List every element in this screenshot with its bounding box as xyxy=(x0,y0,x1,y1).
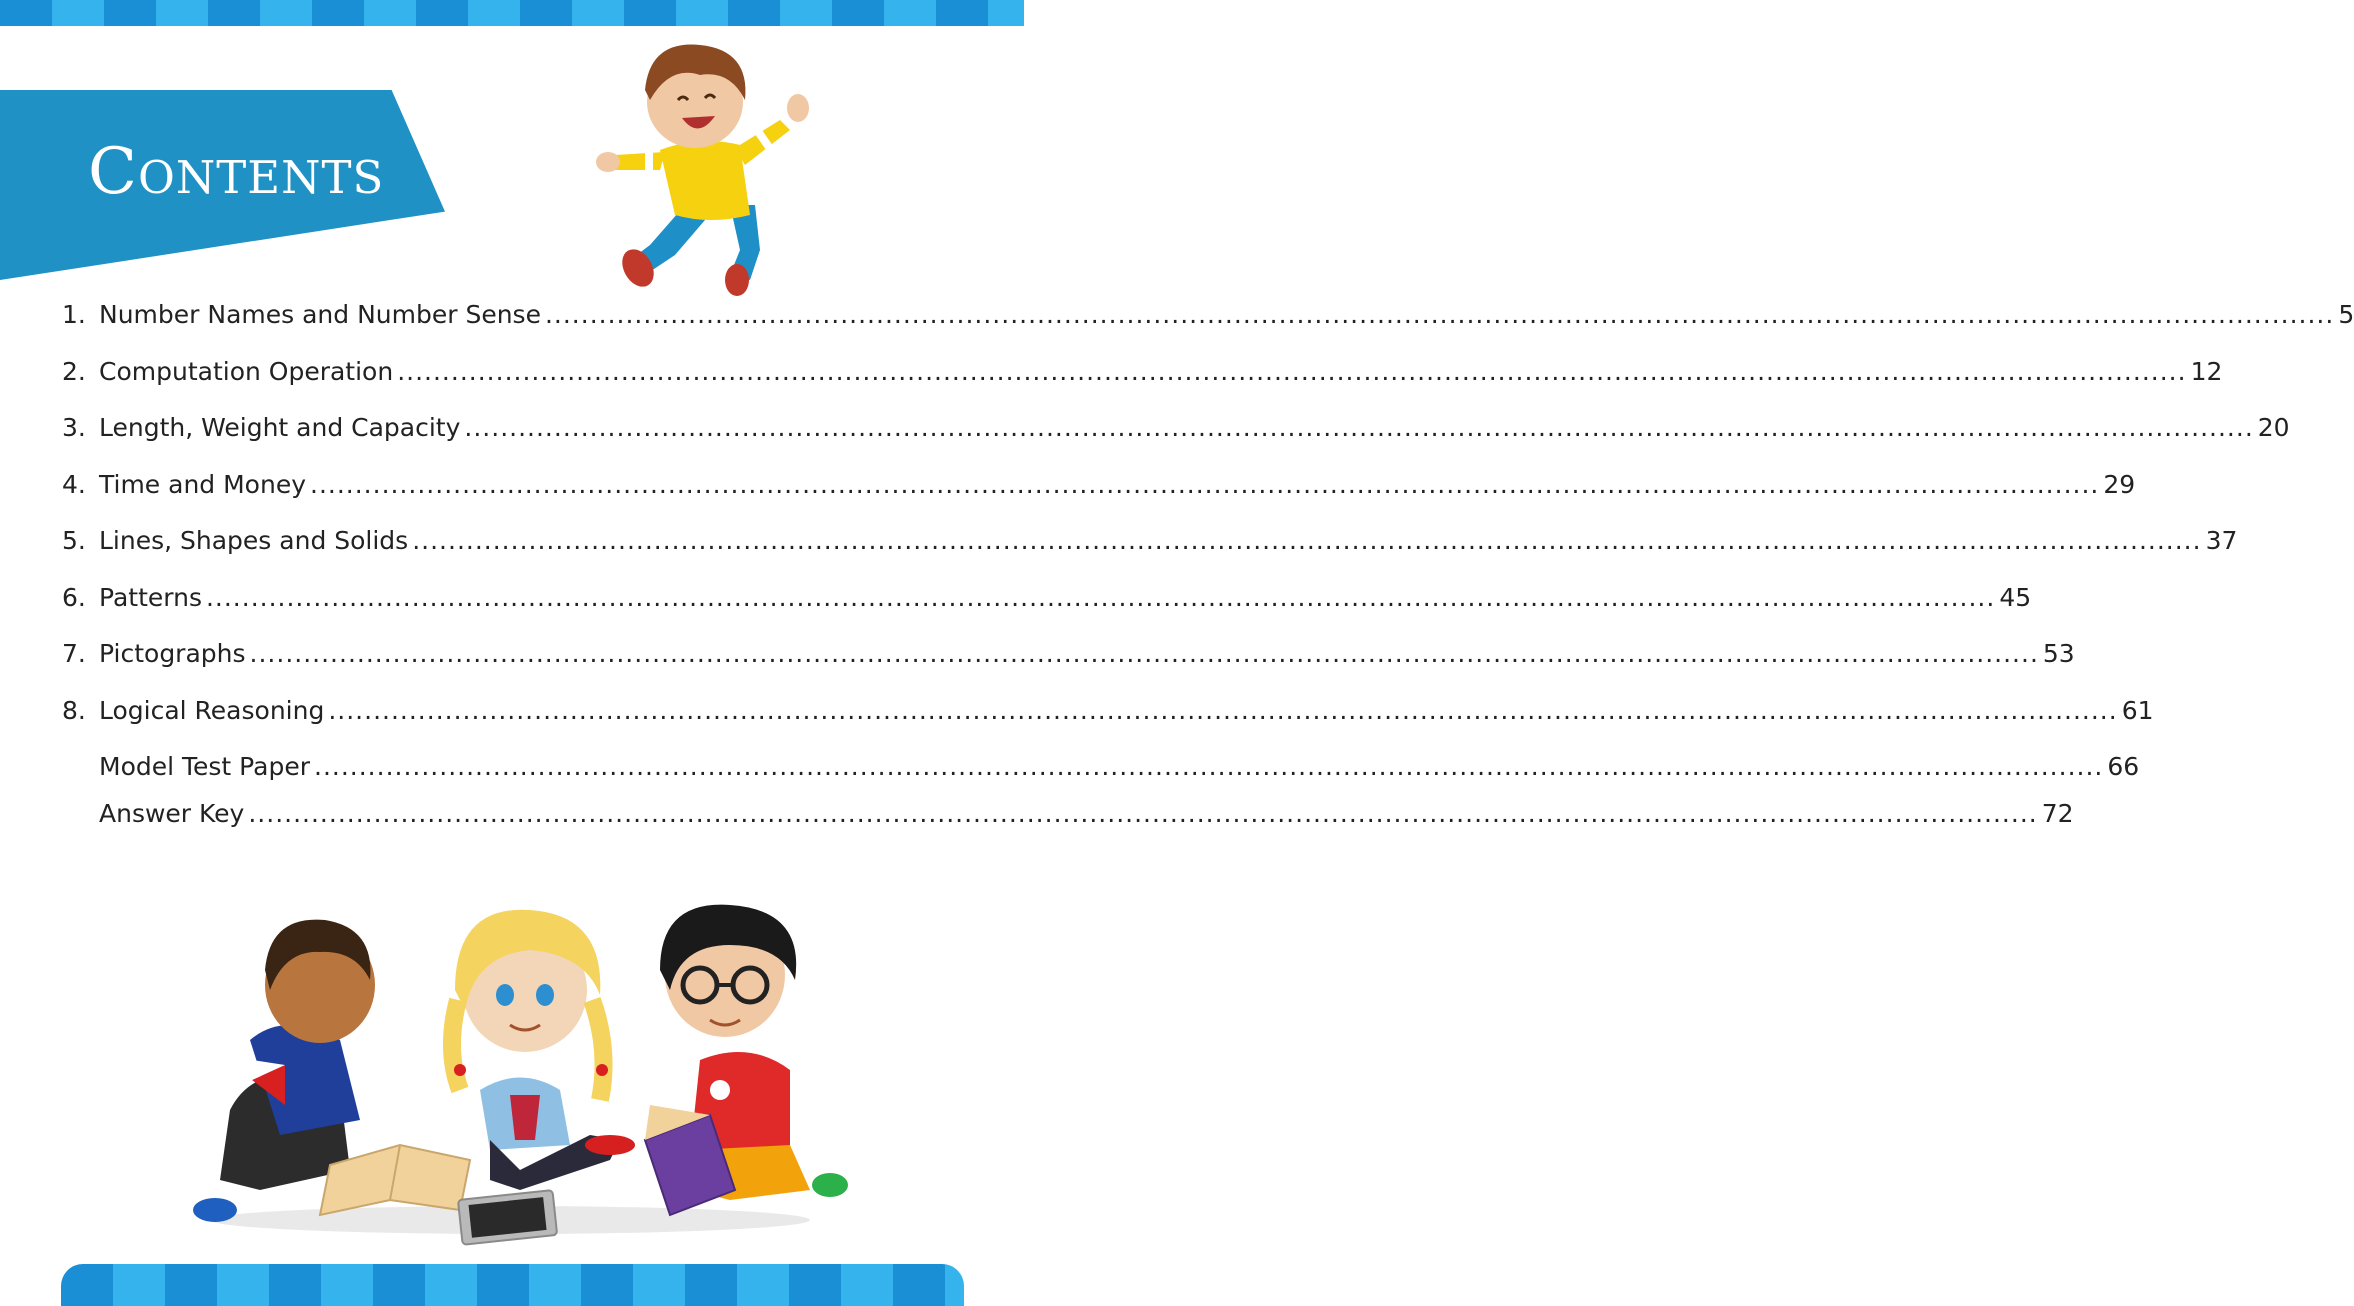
toc-page-number: 29 xyxy=(2103,469,2136,499)
toc-page-number: 72 xyxy=(2041,799,2074,828)
toc-leader-dots: ........................................................................................................................................................................................................ xyxy=(464,413,2254,442)
toc-entry[interactable] xyxy=(62,526,2238,583)
toc-title: Model Test Paper xyxy=(99,752,310,781)
toc-number: 1. xyxy=(62,300,86,329)
toc-title: Logical Reasoning xyxy=(99,695,325,725)
toc-title: Pictographs xyxy=(99,639,246,668)
toc-title: Lines, Shapes and Solids xyxy=(99,526,409,555)
kids-reading-illustration xyxy=(190,890,840,1250)
toc-page-number: 20 xyxy=(2257,413,2290,442)
toc-number: 3. xyxy=(62,413,86,442)
top-decorative-stripe xyxy=(0,0,1024,26)
toc-page-number: 61 xyxy=(2121,695,2154,725)
toc-page-number: 5 xyxy=(2338,300,2354,329)
toc-title: Answer Key xyxy=(99,799,245,828)
toc-leader-dots: ........................................................................................................................................................................................................ xyxy=(412,526,2202,555)
toc-entry[interactable] xyxy=(62,799,2074,846)
toc-leader-dots: ........................................................................................................................................................................................................ xyxy=(328,695,2118,725)
toc-number: 5. xyxy=(62,526,86,555)
toc-title: Length, Weight and Capacity xyxy=(99,413,461,442)
toc-entry[interactable] xyxy=(62,639,2075,696)
toc-entry[interactable] xyxy=(62,695,2154,753)
toc-title: Patterns xyxy=(99,582,202,612)
toc-entry[interactable] xyxy=(62,356,2223,414)
toc-entry[interactable] xyxy=(62,413,2290,470)
toc-leader-dots: ........................................................................................................................................................................................................ xyxy=(249,639,2039,668)
toc-leader-dots: ........................................................................................................................................................................................................ xyxy=(397,356,2187,386)
toc-number: 2. xyxy=(62,356,86,386)
toc-leader-dots: ........................................................................................................................................................................................................ xyxy=(544,300,2335,329)
toc-number: 8. xyxy=(62,695,86,725)
toc-leader-dots: ........................................................................................................................................................................................................ xyxy=(314,752,2104,781)
toc-page-number: 45 xyxy=(1999,582,2032,612)
toc-page-number: 53 xyxy=(2042,639,2075,668)
toc-entry[interactable] xyxy=(62,752,2140,799)
toc-page-number: 12 xyxy=(2190,356,2223,386)
toc-entry[interactable] xyxy=(62,582,2032,640)
toc-entry[interactable] xyxy=(62,300,2354,357)
toc-title: Number Names and Number Sense xyxy=(99,300,541,329)
toc-number: 4. xyxy=(62,469,86,499)
toc-number: 6. xyxy=(62,582,86,612)
toc-number: 7. xyxy=(62,639,86,668)
toc-title: Computation Operation xyxy=(99,356,394,386)
toc-leader-dots: ........................................................................................................................................................................................................ xyxy=(310,469,2100,499)
jumping-boy-illustration xyxy=(590,30,830,295)
toc-page-number: 66 xyxy=(2107,752,2140,781)
bottom-decorative-stripe xyxy=(61,1264,964,1306)
table-of-contents xyxy=(62,300,2354,846)
toc-page-number: 37 xyxy=(2205,526,2238,555)
toc-leader-dots: ........................................................................................................................................................................................................ xyxy=(248,799,2038,828)
toc-entry[interactable] xyxy=(62,469,2136,527)
page-title: Contents xyxy=(88,135,385,209)
toc-leader-dots: ........................................................................................................................................................................................................ xyxy=(205,582,1996,612)
toc-title: Time and Money xyxy=(99,469,306,499)
